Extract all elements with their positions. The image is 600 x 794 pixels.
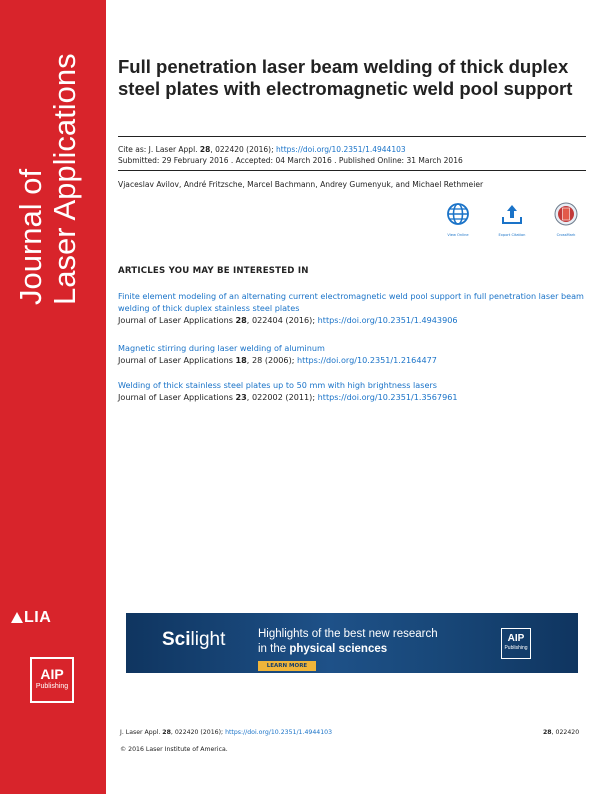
- meta-divider: [118, 170, 586, 171]
- related-articles-heading: ARTICLES YOU MAY BE INTERESTED IN: [118, 266, 309, 276]
- cite-rest: , 022420 (2016);: [210, 145, 276, 154]
- scilight-logo: [162, 629, 225, 651]
- related-article: [118, 342, 588, 366]
- related-journal: Journal of Laser Applications: [118, 355, 236, 365]
- footer-page-volume: 28: [543, 729, 552, 736]
- aip-publishing-logo[interactable]: [30, 657, 74, 703]
- related-journal: Journal of Laser Applications: [118, 315, 236, 325]
- footer-page-article: , 022420: [551, 729, 580, 736]
- export-citation-button[interactable]: [492, 202, 532, 237]
- learn-more-button[interactable]: LEARN MORE: [258, 661, 316, 671]
- view-online-label: View Online: [447, 233, 469, 237]
- footer-doi-link[interactable]: https://doi.org/10.2351/1.4944103: [225, 729, 333, 736]
- banner-aip-text: AIP: [507, 633, 525, 644]
- lia-logo[interactable]: [11, 609, 51, 627]
- related-article-title[interactable]: Magnetic stirring during laser welding of aluminum: [118, 343, 325, 353]
- article-authors: Vjaceslav Avilov, André Fritzsche, Marcel Bachmann, Andrey Gumenyuk, and Michael Rethmeier: [118, 180, 484, 189]
- related-doi-link[interactable]: https://doi.org/10.2351/1.2164477: [297, 355, 437, 365]
- cite-prefix: Cite as: J. Laser Appl.: [118, 145, 200, 154]
- related-article-citation: [118, 354, 588, 366]
- journal-title-line2: Laser Applications: [47, 53, 82, 305]
- footer-cite-volume: 28: [162, 729, 171, 736]
- related-article-citation: [118, 314, 588, 326]
- banner-tagline-bold: physical sciences: [289, 643, 388, 655]
- export-citation-label: Export Citation: [498, 233, 526, 237]
- scilight-brand-bold: Sci: [162, 629, 191, 650]
- export-icon: [500, 202, 524, 226]
- banner-aip-logo: [501, 628, 531, 659]
- lia-triangle-icon: [11, 612, 23, 623]
- crossmark-label: CrossMark: [556, 233, 576, 237]
- related-journal: Journal of Laser Applications: [118, 392, 236, 402]
- related-doi-link[interactable]: https://doi.org/10.2351/1.4943906: [317, 315, 458, 325]
- globe-icon: [446, 202, 470, 226]
- related-article-title[interactable]: Welding of thick stainless steel plates up to 50 mm with high brightness lasers: [118, 380, 437, 390]
- aip-logo-text: AIP: [40, 666, 64, 682]
- related-volume: 28: [235, 315, 247, 325]
- banner-aip-subtext: Publishing: [504, 645, 528, 651]
- footer-cite-rest: , 022420 (2016);: [170, 729, 226, 736]
- lia-logo-text: LIA: [24, 609, 52, 626]
- crossmark-button[interactable]: [546, 202, 586, 237]
- aip-logo-subtext: Publishing: [35, 683, 69, 690]
- related-article-title[interactable]: Finite element modeling of an alternating current electromagnetic weld pool support in full penetration laser beam welding of thick duplex stainless steel plates: [118, 291, 584, 313]
- related-rest: , 022002 (2011);: [246, 392, 318, 402]
- title-divider: [118, 136, 586, 137]
- journal-title: [14, 35, 82, 305]
- article-title: Full penetration laser beam welding of thick duplex steel plates with electromagnetic weld pool support: [118, 56, 573, 99]
- cite-as-line: [118, 145, 406, 155]
- submission-dates: Submitted: 29 February 2016 . Accepted: 04 March 2016 . Published Online: 31 March 2016: [118, 156, 463, 165]
- scilight-brand-rest: light: [190, 629, 226, 650]
- banner-tagline: [258, 627, 438, 657]
- banner-tagline-pre: in the: [258, 643, 290, 655]
- view-online-button[interactable]: [438, 202, 478, 237]
- related-article: [118, 379, 588, 403]
- footer-page-number: [543, 729, 579, 736]
- related-article-citation: [118, 391, 588, 403]
- banner-tagline-line1: Highlights of the best new research: [258, 628, 438, 640]
- scilight-banner[interactable]: [126, 613, 578, 673]
- crossmark-icon: [554, 202, 578, 226]
- related-rest: , 022404 (2016);: [246, 315, 318, 325]
- journal-sidebar: [0, 0, 106, 794]
- banner-tagline-line2: [258, 642, 438, 657]
- related-rest: , 28 (2006);: [246, 355, 298, 365]
- journal-title-line1: Journal of: [13, 168, 48, 305]
- related-volume: 23: [235, 392, 247, 402]
- article-doi-link[interactable]: https://doi.org/10.2351/1.4944103: [276, 145, 406, 154]
- related-doi-link[interactable]: https://doi.org/10.2351/1.3567961: [317, 392, 458, 402]
- related-volume: 18: [235, 355, 247, 365]
- related-article: [118, 290, 588, 326]
- footer-cite-prefix: J. Laser Appl.: [120, 729, 163, 736]
- footer-citation: [120, 729, 332, 736]
- copyright-notice: © 2016 Laser Institute of America.: [120, 746, 228, 753]
- cite-volume: 28: [199, 145, 211, 154]
